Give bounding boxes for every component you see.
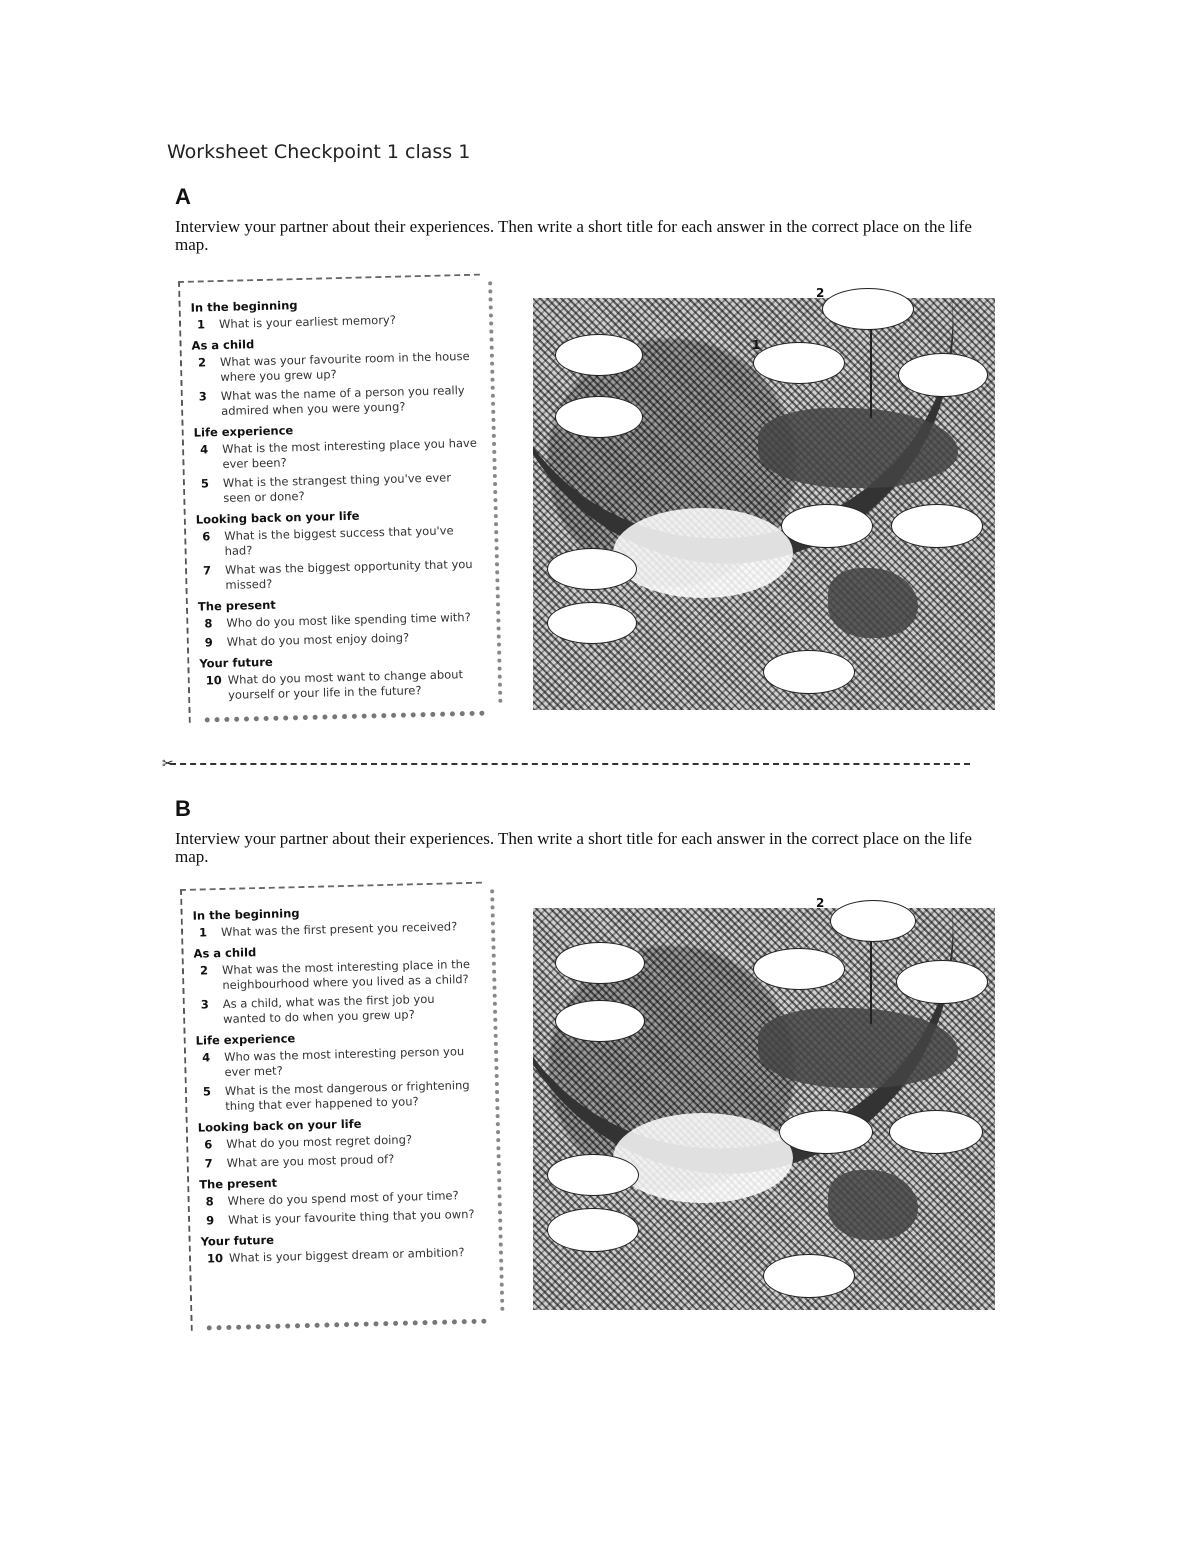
answer-oval[interactable] — [555, 942, 645, 984]
map-clearing — [613, 508, 793, 598]
question-text: What is your biggest dream or ambition? — [228, 1245, 465, 1265]
question-text: What do you most regret doing? — [226, 1132, 413, 1151]
question-item — [201, 470, 481, 507]
section-b-life-map — [533, 908, 995, 1310]
question-item — [199, 383, 479, 420]
question-number: 3 — [200, 997, 210, 1012]
group-heading: As a child — [193, 945, 257, 961]
question-text: What is your favourite thing that you own? — [227, 1206, 475, 1227]
question-text: What is your earliest memory? — [218, 312, 397, 332]
question-text: As a child, what was the first job you wanted to do when you grew up? — [222, 991, 435, 1026]
section-a-life-map — [533, 298, 995, 710]
question-text: What is the most interesting place you have ever been? — [221, 435, 478, 471]
question-number: 9 — [204, 635, 214, 650]
answer-oval[interactable] — [898, 353, 988, 397]
question-text: What was the first present you received? — [220, 919, 458, 940]
group-heading: As a child — [191, 337, 255, 353]
question-number: 8 — [205, 1194, 214, 1209]
answer-oval[interactable] — [896, 960, 988, 1004]
answer-oval[interactable] — [891, 504, 983, 548]
question-text: Who was the most interesting person you ever met? — [223, 1044, 465, 1079]
page-title: Worksheet Checkpoint 1 class 1 — [167, 141, 471, 163]
section-b-question-box — [180, 882, 493, 1331]
question-item — [204, 610, 483, 632]
group-heading: Your future — [200, 1232, 275, 1249]
question-text: Where do you spend most of your time? — [227, 1188, 459, 1208]
question-text: What is the most dangerous or frightening thing that ever happened to you? — [224, 1077, 470, 1113]
answer-oval[interactable] — [779, 1110, 873, 1154]
answer-oval[interactable] — [781, 504, 873, 548]
group-heading: In the beginning — [190, 298, 298, 315]
torn-edge — [207, 1313, 487, 1331]
question-text: What was your favourite room in the house where you grew up? — [219, 348, 470, 384]
section-b-letter: B — [175, 796, 191, 821]
question-number: 9 — [205, 1213, 215, 1228]
question-item — [206, 667, 486, 704]
question-number: 7 — [202, 563, 212, 578]
question-number: 7 — [204, 1156, 213, 1171]
group-heading: The present — [197, 597, 276, 614]
torn-edge — [205, 705, 485, 723]
question-text: What is the strangest thing you've ever seen or done? — [222, 470, 452, 505]
question-number: 6 — [202, 529, 211, 544]
question-number: 3 — [198, 389, 208, 404]
question-number: 10 — [206, 1251, 224, 1266]
question-text: What is the biggest success that you've had? — [224, 523, 454, 558]
question-number: 5 — [200, 476, 210, 491]
question-text: What was the biggest opportunity that you missed? — [224, 556, 473, 592]
question-text: Who do you most like spending time with? — [226, 609, 471, 630]
question-item — [205, 629, 484, 651]
answer-oval[interactable] — [822, 288, 914, 330]
question-item — [202, 523, 482, 560]
section-a-question-list — [190, 288, 485, 708]
map-number: 2 — [816, 286, 825, 300]
answer-oval[interactable] — [555, 1000, 645, 1042]
question-text: What are you most proud of? — [226, 1151, 395, 1170]
group-heading: Looking back on your life — [197, 1116, 362, 1135]
question-number: 5 — [202, 1084, 212, 1099]
question-text: What do you most enjoy doing? — [226, 630, 410, 649]
answer-oval[interactable] — [753, 342, 845, 384]
question-item — [197, 311, 476, 333]
question-item — [206, 1207, 485, 1229]
pointer-line — [870, 328, 872, 418]
question-text: What do you most want to change about yourself or your life in the future? — [227, 667, 464, 702]
question-number: 4 — [201, 1050, 211, 1065]
answer-oval[interactable] — [753, 948, 845, 990]
question-item — [198, 349, 478, 386]
section-b-instruction: Interview your partner about their experiences. Then write a short title for each answer in the correct place on the life map. — [175, 829, 972, 866]
group-heading: In the beginning — [192, 906, 300, 923]
question-item — [205, 1150, 484, 1172]
group-heading: The present — [199, 1175, 278, 1192]
question-item — [204, 1131, 483, 1153]
map-house — [828, 1170, 918, 1240]
question-item — [207, 1245, 486, 1267]
question-number: 1 — [198, 925, 208, 940]
question-item — [203, 1078, 483, 1115]
question-number: 4 — [199, 442, 209, 457]
pointer-line — [870, 932, 872, 1024]
scissors-icon: ✂ — [162, 755, 174, 771]
question-item — [199, 919, 478, 941]
question-item — [205, 1188, 484, 1210]
answer-oval[interactable] — [889, 1110, 983, 1154]
question-text: What was the name of a person you really admired when you were young? — [220, 383, 465, 418]
answer-oval[interactable] — [763, 650, 855, 694]
question-item — [200, 436, 480, 473]
question-number: 8 — [204, 616, 213, 631]
section-a-instruction: Interview your partner about their experiences. Then write a short title for each answer in the correct place on the life map. — [175, 217, 972, 254]
question-text: What was the most interesting place in the neighbourhood where you lived as a child? — [221, 956, 471, 992]
answer-oval[interactable] — [547, 548, 637, 590]
question-item — [202, 1044, 482, 1081]
map-number: 2 — [816, 896, 825, 910]
question-number: 2 — [197, 355, 207, 370]
section-a-question-box — [178, 274, 491, 723]
answer-oval[interactable] — [547, 602, 637, 644]
map-clearing — [613, 1113, 793, 1203]
map-house — [828, 568, 918, 638]
cut-line — [170, 763, 970, 765]
question-number: 2 — [199, 963, 209, 978]
question-number: 6 — [204, 1137, 213, 1152]
answer-oval[interactable] — [555, 396, 643, 438]
answer-oval[interactable] — [547, 1154, 639, 1196]
group-heading: Life experience — [193, 423, 294, 440]
answer-oval[interactable] — [830, 900, 916, 942]
question-item — [200, 957, 480, 994]
map-number: 1 — [752, 338, 761, 352]
section-b-question-list — [192, 896, 486, 1271]
question-item — [201, 991, 481, 1028]
group-heading: Looking back on your life — [195, 508, 360, 527]
group-heading: Life experience — [195, 1031, 296, 1048]
answer-oval[interactable] — [763, 1254, 855, 1298]
question-item — [203, 557, 483, 594]
answer-oval[interactable] — [555, 334, 643, 376]
section-a-letter: A — [175, 184, 191, 209]
answer-oval[interactable] — [547, 1208, 639, 1252]
group-heading: Your future — [199, 654, 273, 671]
question-number: 10 — [205, 673, 222, 688]
question-number: 1 — [196, 317, 206, 332]
